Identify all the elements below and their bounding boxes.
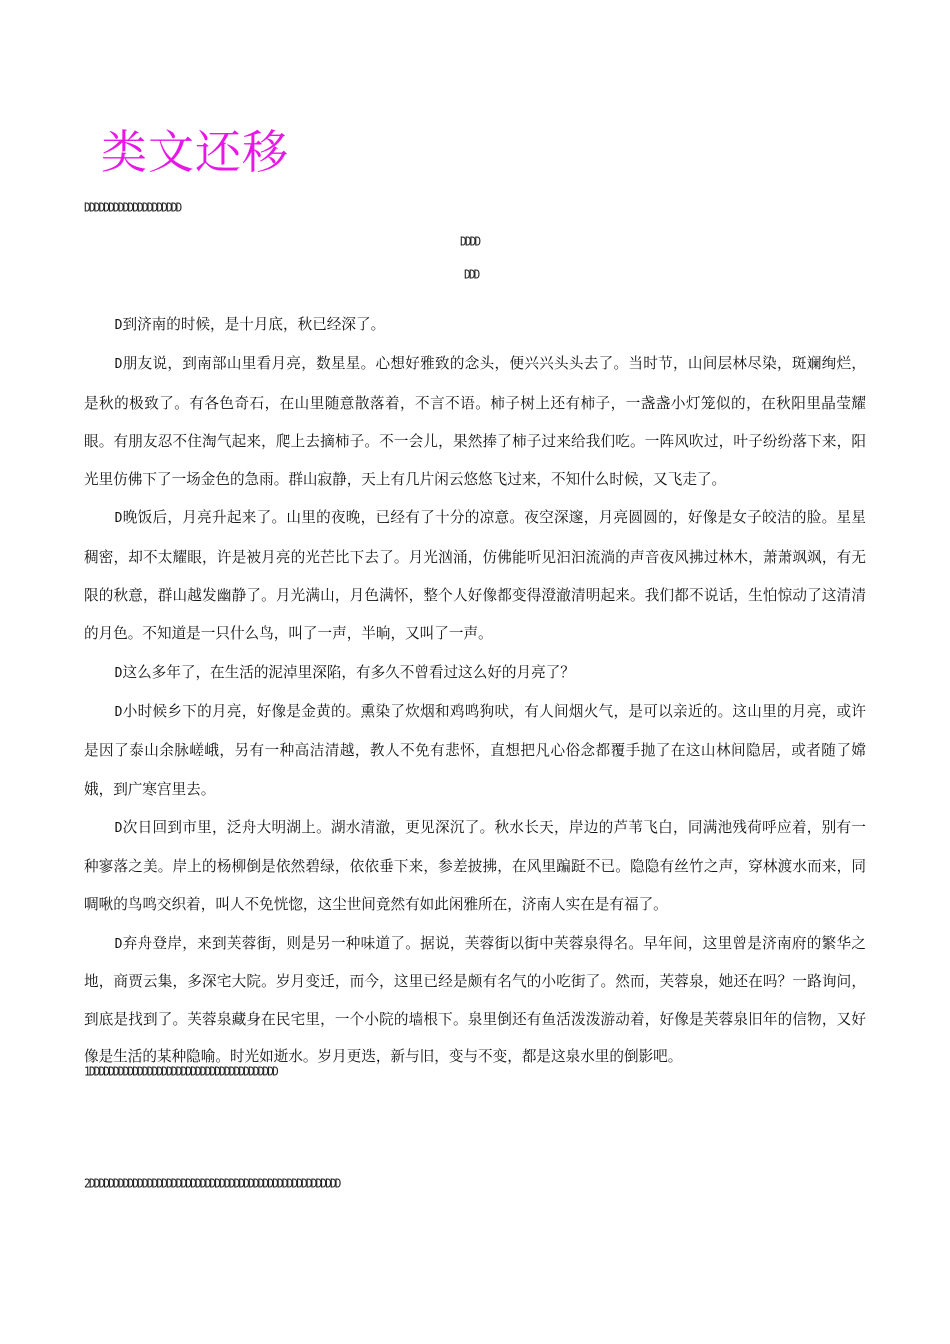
question-2: 2DDDDDDDDDDDDDDDDDDDDDDDDDDDDDDDDDDDDDDDDDDDDDDDDDDDD bbox=[84, 1176, 340, 1191]
paragraph-mark: D bbox=[114, 318, 122, 333]
paragraph-mark: D bbox=[114, 820, 122, 836]
paragraph-text: 到济南的时候，是十月底，秋已经深了。 bbox=[122, 316, 386, 333]
paragraph-text: 这么多年了，在生活的泥淖里深陷，有多久不曾看过这么好的月亮了？ bbox=[122, 663, 575, 681]
paragraph-mark: D bbox=[114, 665, 122, 681]
article-author: DDD bbox=[464, 267, 479, 282]
instruction-text: DDDDDDDDDDDDDDDDDDDD bbox=[84, 200, 181, 215]
question-1: 1DDDDDDDDDDDDDDDDDDDDDDDDDDDDDDDDDDDDDDD bbox=[84, 1064, 277, 1079]
paragraph bbox=[84, 499, 866, 653]
paragraph-text: 弃舟登岸，来到芙蓉街，则是另一种味道了。据说，芙蓉街以街中芙蓉泉得名。早年间，这里曾是济南府的繁华之地，商贾云集，多深宅大院。岁月变迁，而今，这里已经是颇有名气的小吃街了。然而，芙蓉泉，她还在吗？一路询问，到底是找到了。芙蓉泉藏身在民宅里，一个小院的墙根下。泉里倒还有鱼活泼泼游动着，好像是芙蓉泉旧年的信物，又好像是生活的某种隐喻。时光如逝水。岁月更迭，新与旧，变与不变，都是这泉水里的倒影吧。 bbox=[84, 934, 866, 1066]
paragraph-text: 朋友说，到南部山里看月亮，数星星。心想好雅致的念头，便兴兴头头去了。当时节，山间层林尽染，斑斓绚烂，是秋的极致了。有各色奇石，在山里随意散落着，不言不语。柿子树上还有柿子，一盏盏小灯笼似的，在秋阳里晶莹耀眼。有朋友忍不住淘气起来，爬上去摘柿子。不一会儿，果然捧了柿子过来给我们吃。一阵风吹过，叶子纷纷落下来，阳光里仿佛下了一场金色的急雨。群山寂静，天上有几片闲云悠悠飞过来，不知什么时候，又飞走了。 bbox=[84, 355, 866, 489]
reading-passage bbox=[84, 306, 866, 1076]
paragraph bbox=[84, 809, 866, 925]
paragraph-mark: D bbox=[114, 704, 122, 720]
paragraph-text: 小时候乡下的月亮，好像是金黄的。熏染了炊烟和鸡鸣狗吠，有人间烟火气，是可以亲近的。这山里的月亮，或许是因了泰山余脉嵯峨，另有一种高洁清越，教人不免有悲怀，直想把凡心俗念都覆手抛了在这山林间隐居，或者随了嫦娥，到广寒宫里去。 bbox=[84, 702, 866, 798]
paragraph-text: 次日回到市里，泛舟大明湖上。湖水清澈，更见深沉了。秋水长天，岸边的芦苇飞白，同满池残荷呼应着，别有一种寥落之美。岸上的杨柳倒是依然碧绿，依依垂下来，参差披拂，在风里蹁跹不已。隐隐有丝竹之声，穿林渡水而来，同啁啾的鸟鸣交织着，叫人不免恍惚，这尘世间竟然有如此闲雅所在，济南人实在是有福了。 bbox=[84, 818, 866, 914]
paragraph bbox=[84, 654, 866, 693]
page-title: 类文还移 bbox=[101, 125, 289, 179]
paragraph bbox=[84, 306, 866, 345]
paragraph bbox=[84, 925, 866, 1076]
paragraph bbox=[84, 693, 866, 809]
paragraph-mark: D bbox=[114, 936, 122, 952]
paragraph-mark: D bbox=[114, 357, 122, 373]
paragraph bbox=[84, 345, 866, 499]
paragraph-text: 晚饭后，月亮升起来了。山里的夜晚，已经有了十分的凉意。夜空深邃，月亮圆圆的，好像是女子皎洁的脸。星星稠密，却不太耀眼，许是被月亮的光芒比下去了。月光汹涌，仿佛能听见汩汩流淌的声音夜风拂过林木，萧萧飒飒，有无限的秋意，群山越发幽静了。月光满山，月色满怀，整个人好像都变得澄澈清明起来。我们都不说话，生怕惊动了这清清的月色。不知道是一只什么鸟，叫了一声，半晌，又叫了一声。 bbox=[84, 509, 866, 643]
paragraph-mark: D bbox=[114, 511, 122, 527]
article-title: DDDD bbox=[460, 234, 480, 249]
